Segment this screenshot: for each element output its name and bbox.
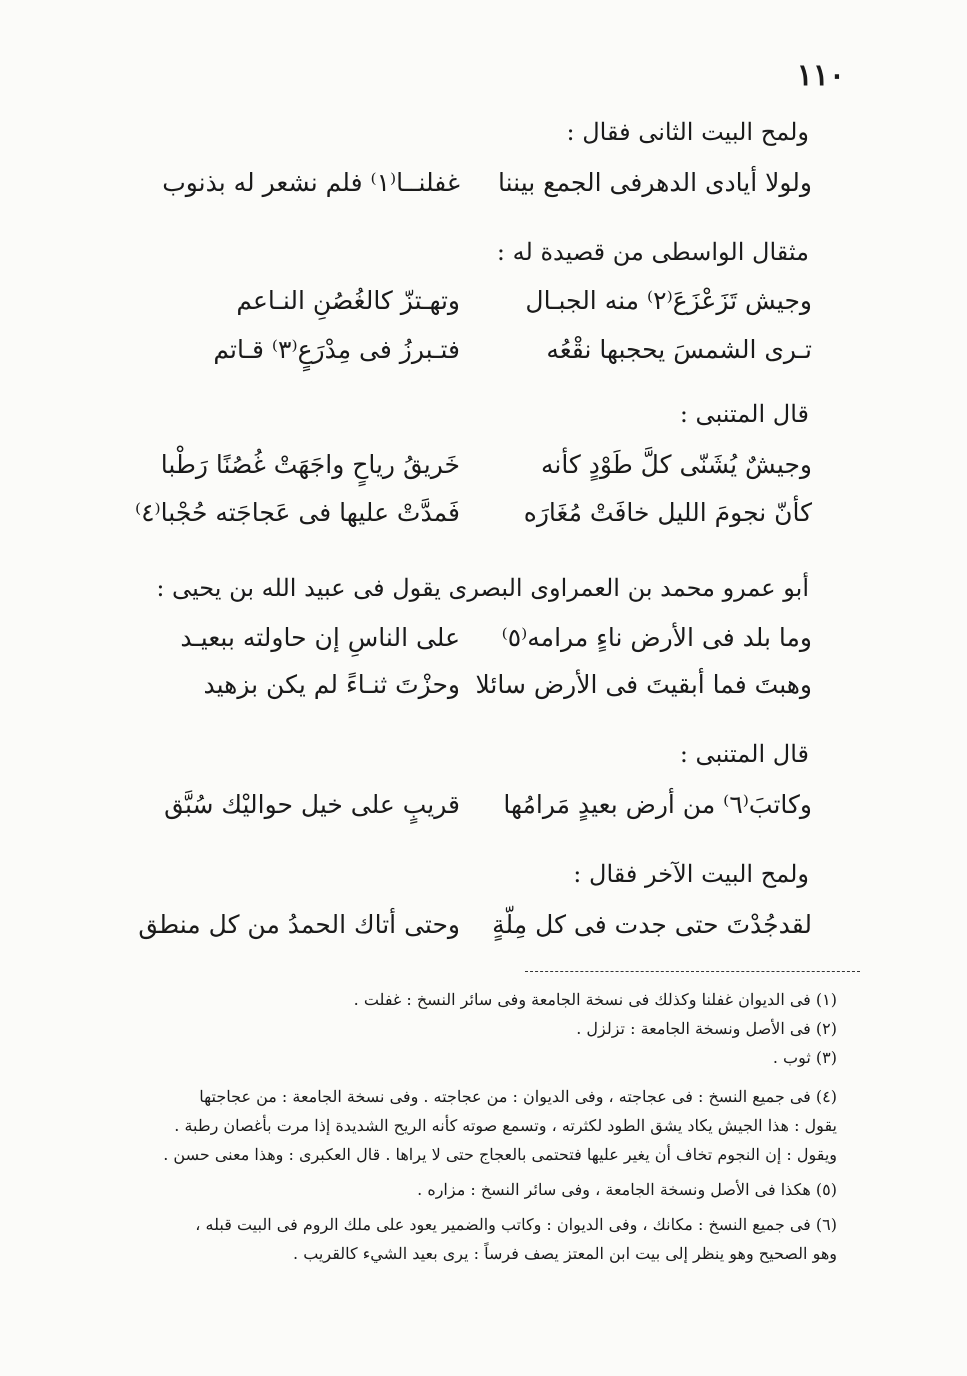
verse-left-hemistich: قريبٍ على خيل حواليْك سُبَّق bbox=[164, 790, 460, 819]
intro-line: ولمح البيت الثانى فقال : bbox=[566, 118, 809, 146]
verse-right-hemistich: ولولا أيادى الدهرفى الجمع بيننا bbox=[498, 168, 812, 197]
footnote-separator bbox=[525, 971, 860, 972]
footnote-continuation: يقول : هذا الجيش يكاد يشق الطود لكثرته ، وتسمع صوته كأنه الريح الشديدة إذا مرت بأغصان رطبة . bbox=[174, 1116, 837, 1135]
intro-line: ولمح البيت الآخر فقال : bbox=[573, 860, 809, 888]
footnote: (٣) ثوب . bbox=[772, 1048, 837, 1067]
verse-left-hemistich: فَمدَّتْ عليها فى عَجاجَته حُجْبا⁽٤⁾ bbox=[134, 498, 460, 527]
verse-left-hemistich: غفلنــا⁽١⁾ فلم نشعر له بذنوب bbox=[162, 168, 460, 197]
verse-right-hemistich: تـرى الشمسَ يحجبها نقْعُه bbox=[546, 335, 812, 364]
footnote-continuation: وهو الصحيح وهو ينظر إلى بيت ابن المعتز يصف فرساً : يرى بعيد الشيء كالقريب . bbox=[293, 1244, 837, 1263]
verse-left-hemistich: وحزْتَ ثنـاءً لم يكن بزهيد bbox=[203, 670, 460, 699]
verse-right-hemistich: وجيشٌ يُشَنّى كلَّ طَوْدٍ كأنه bbox=[540, 450, 812, 479]
footnote: (٤) فى جميع النسخ : فى عجاجته ، وفى الديوان : من عجاجته . وفى نسخة الجامعة : من عجاجتها bbox=[199, 1087, 837, 1106]
footnote: (٥) هكذا فى الأصل ونسخة الجامعة ، وفى سائر النسخ : مزاره . bbox=[417, 1180, 837, 1199]
verse-right-hemistich: وما بلد فى الأرض ناءٍ مرامه⁽٥⁾ bbox=[501, 623, 812, 652]
footnote: (١) فى الديوان غفلنا وكذلك فى نسخة الجامعة وفى سائر النسخ : غفلت . bbox=[353, 990, 837, 1009]
intro-line: أبو عمرو محمد بن العمراوى البصرى يقول فى عبيد الله بن يحيى : bbox=[156, 574, 809, 602]
verse-left-hemistich: وتهـتزّ كالغُصُنِ النـاعم bbox=[236, 286, 460, 315]
verse-right-hemistich: كأنّ نجومَ الليل خافَتْ مُغَارَه bbox=[523, 498, 812, 527]
verse-left-hemistich: خَريقُ رياحٍ واجَهَتْ غُصُنًا رَطْبا bbox=[160, 450, 460, 479]
verse-left-hemistich: فتـبرزُ فى مِدْرَعٍ⁽٣⁾ قـاتم bbox=[213, 335, 460, 364]
footnote-continuation: ويقول : إن النجوم تخاف أن يغير عليها فتحتمى بالعجاج حتى لا يراها . قال العكبرى : وهذا معنى حسن . bbox=[163, 1145, 837, 1164]
footnote: (٦) فى جميع النسخ : مكانك ، وفى الديوان : وكاتب والضمير يعود على ملك الروم فى البيت قبله ، bbox=[195, 1215, 837, 1234]
footnote: (٢) فى الأصل ونسخة الجامعة : تزلزل . bbox=[576, 1019, 837, 1038]
footnotes bbox=[107, 985, 837, 1268]
intro-line: مثقال الواسطى من قصيدة له : bbox=[496, 238, 809, 266]
intro-line: قال المتنبى : bbox=[679, 740, 809, 768]
page-number: ١١٠ bbox=[796, 58, 845, 93]
verse-right-hemistich: وهبتَ فما أبقيتَ فى الأرض سائلا bbox=[475, 670, 812, 699]
verse-right-hemistich: وكاتبَ⁽٦⁾ من أرض بعيدٍ مَرامُها bbox=[503, 790, 812, 819]
intro-line: قال المتنبى : bbox=[679, 400, 809, 428]
verse-right-hemistich: وجيش تَزَعْزَعَ⁽٢⁾ منه الجبـال bbox=[525, 286, 812, 315]
verse-right-hemistich: لقدجُدْتَ حتى جدت فى كل مِلّةٍ bbox=[492, 910, 812, 939]
verse-left-hemistich: على الناسِ إن حاولته ببعيـد bbox=[180, 623, 460, 652]
verse-left-hemistich: وحتى أتاك الحمدُ من كل منطق bbox=[138, 910, 460, 939]
